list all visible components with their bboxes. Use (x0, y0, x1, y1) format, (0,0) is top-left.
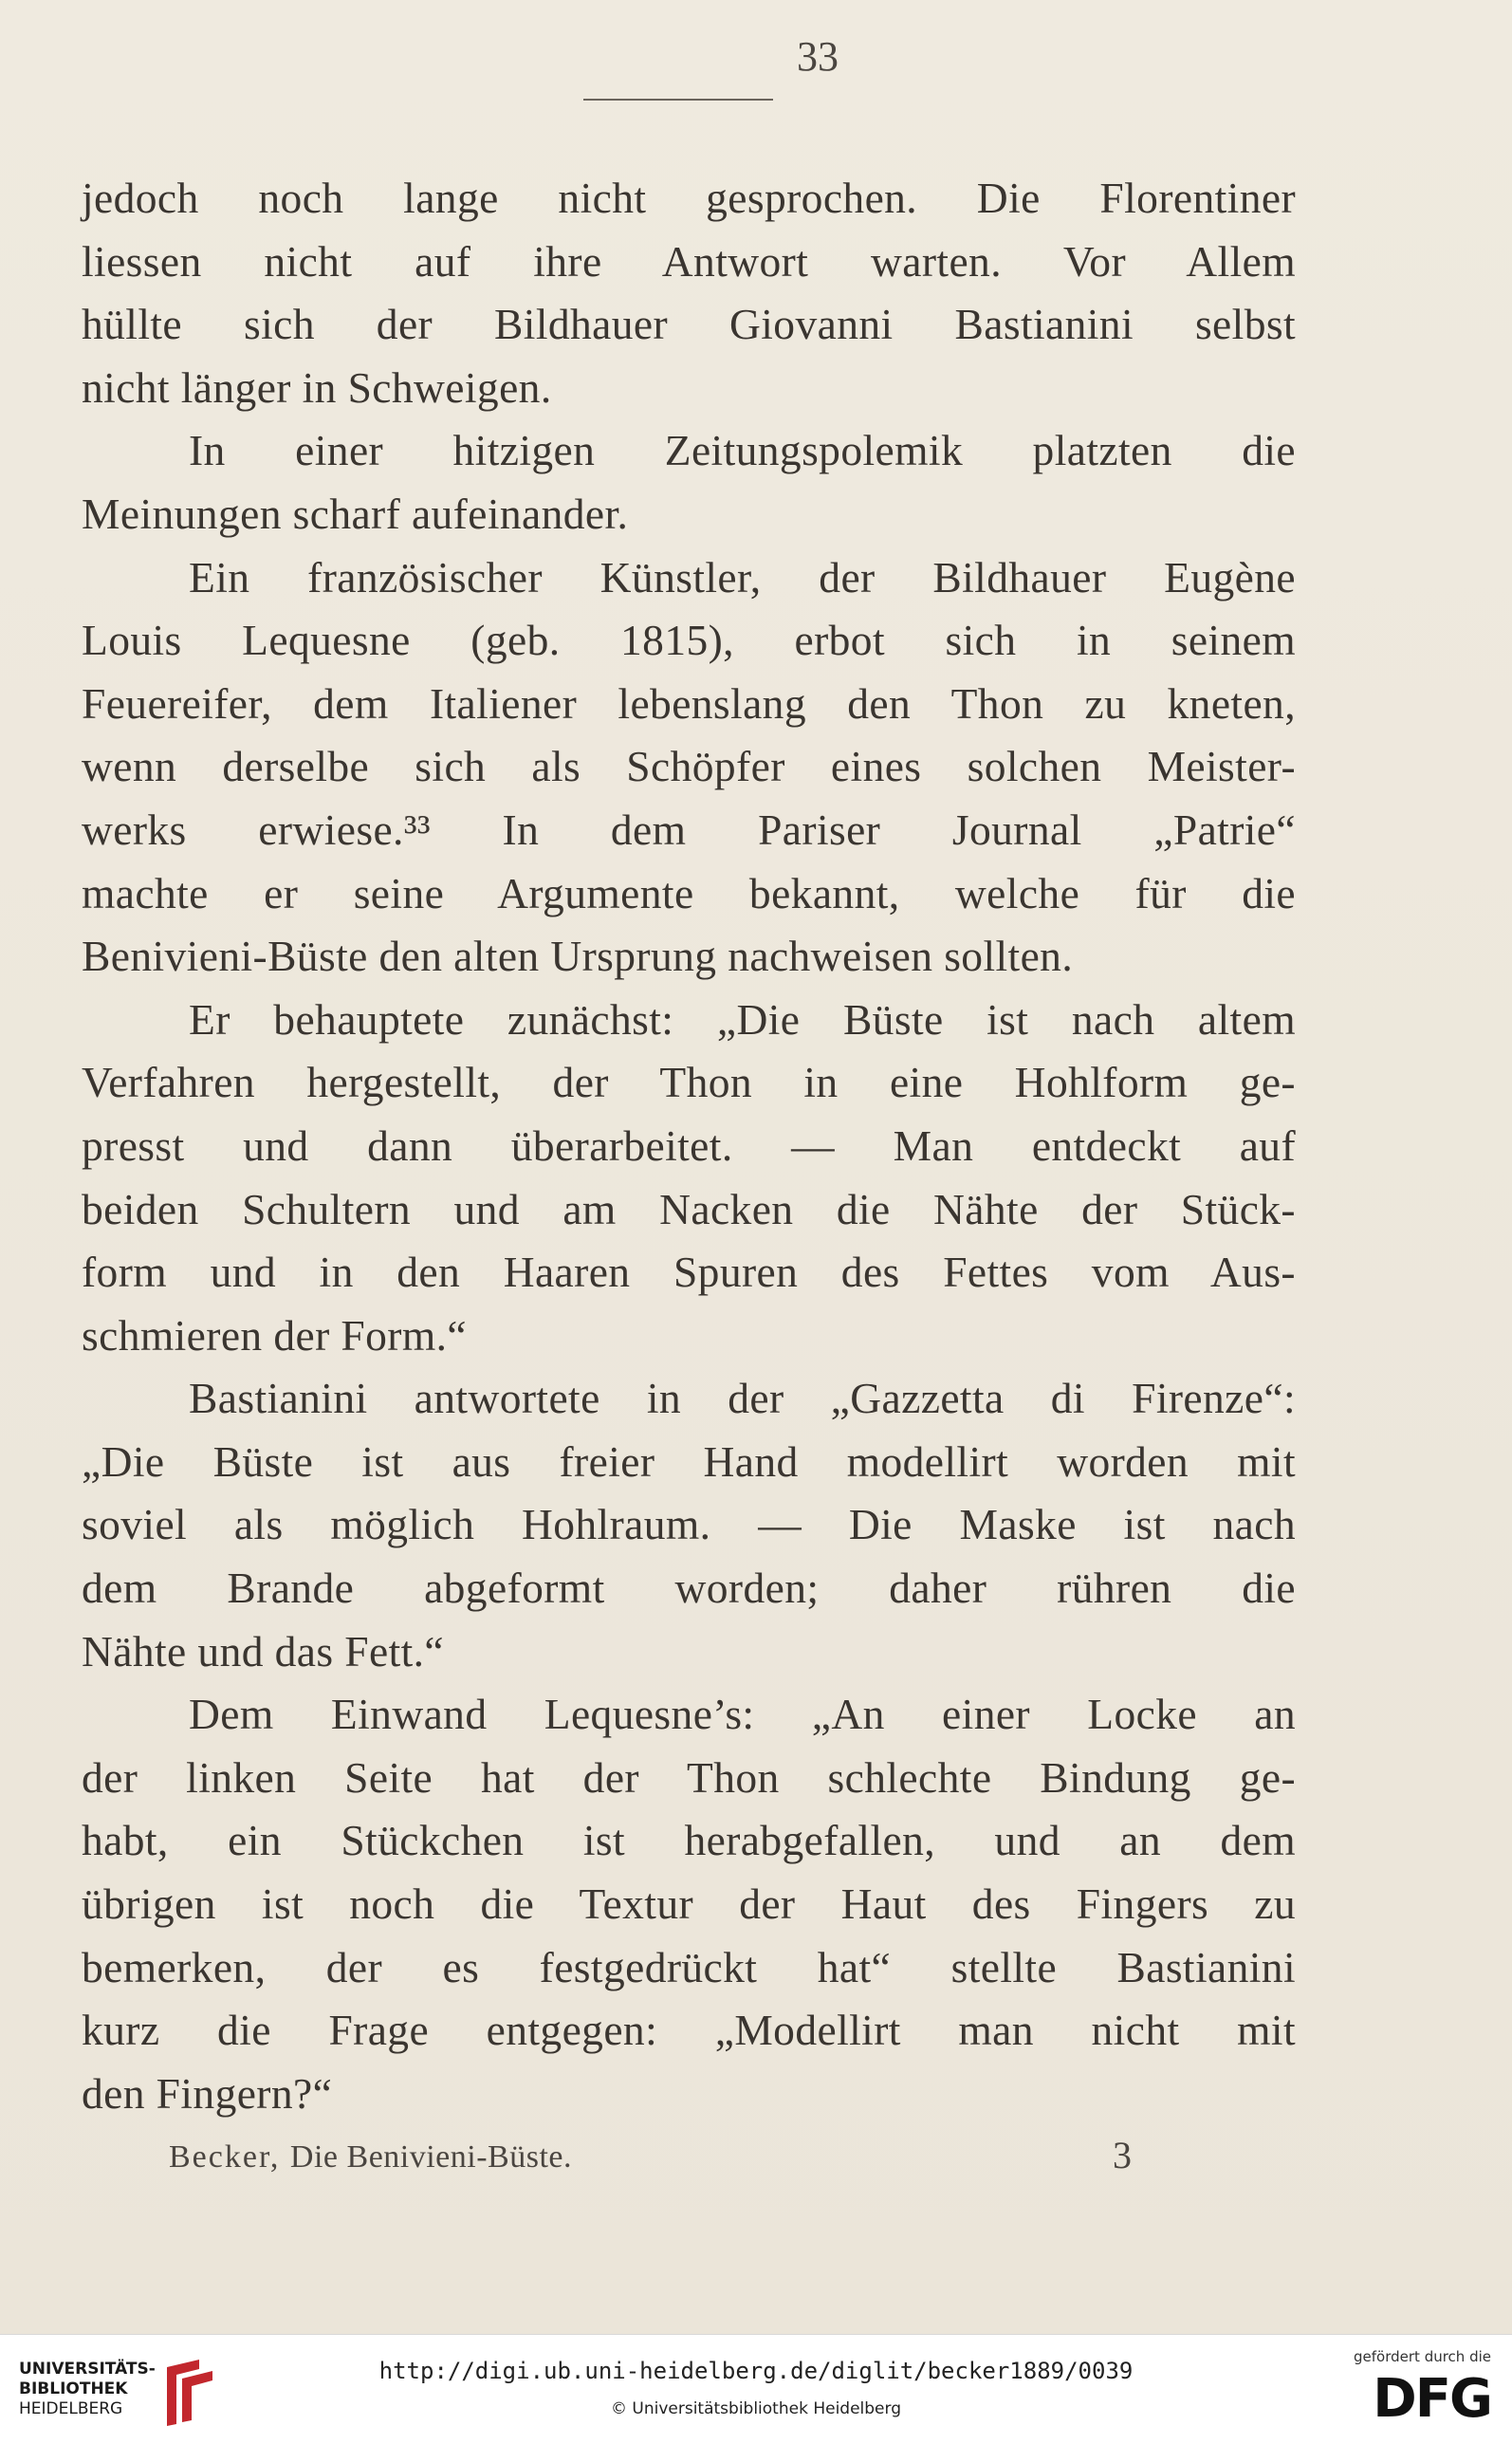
text-line: „Die Büste ist aus freier Hand modellirt worden mit (82, 1436, 1296, 1486)
library-name-line1: UNIVERSITÄTS- (19, 2360, 156, 2379)
page-number: 33 (797, 33, 839, 80)
text-line: Er behauptete zunächst: „Die Büste ist nach altem (189, 994, 1296, 1044)
text-line: dem Brande abgeformt worden; daher rühren die (82, 1564, 1296, 1613)
signature-number: 3 (1113, 2134, 1132, 2176)
text-line: Feuereifer, dem Italiener lebenslang den Thon zu kneten, (82, 678, 1296, 728)
text-line: Louis Lequesne (geb. 1815), erbot sich in seinem (82, 616, 1296, 665)
permalink-url[interactable]: http://digi.ub.uni-heidelberg.de/diglit/becker1889/0039 (378, 2358, 1134, 2384)
printer-signature (169, 2139, 572, 2176)
dfg-caption: gefördert durch die (1354, 2348, 1491, 2365)
text-line: habt, ein Stückchen ist herabgefallen, und an dem (82, 1816, 1296, 1865)
library-footer-bar (0, 2334, 1512, 2444)
text-line: werks erwiese.³³ In dem Pariser Journal „Patrie“ (82, 805, 1296, 854)
text-line: presst und dann überarbeitet. — Man entdeckt auf (82, 1120, 1296, 1170)
library-name-line3: HEIDELBERG (19, 2399, 123, 2418)
text-line: schmieren der Form.“ (82, 1310, 467, 1360)
text-line: form und in den Haaren Spuren des Fettes vom Aus- (82, 1248, 1296, 1297)
text-line: beiden Schultern und am Nacken die Nähte der Stück- (82, 1184, 1296, 1233)
text-line: Dem Einwand Lequesne’s: „An einer Locke an (189, 1690, 1296, 1739)
dfg-wordmark: DFG (1373, 2368, 1491, 2430)
text-line: Bastianini antwortete in der „Gazzetta di Firenze“: (189, 1374, 1296, 1423)
text-line: bemerken, der es festgedrückt hat“ stellte Bastianini (82, 1942, 1296, 1991)
text-line: jedoch noch lange nicht gesprochen. Die Florentiner (82, 174, 1296, 222)
text-line: der linken Seite hat der Thon schlechte Bindung ge- (82, 1752, 1296, 1802)
text-line: Meinungen scharf aufeinander. (82, 489, 629, 538)
text-line: Verfahren hergestellt, der Thon in eine Hohlform ge- (82, 1058, 1296, 1107)
text-line: machte er seine Argumente bekannt, welche für die (82, 868, 1296, 917)
dfg-logo[interactable] (1349, 2348, 1491, 2434)
text-line: liessen nicht auf ihre Antwort warten. Vor Allem (82, 236, 1296, 286)
signature-title: Die Benivieni-Büste. (289, 2139, 572, 2175)
text-line: kurz die Frage entgegen: „Modellirt man nicht mit (82, 2006, 1296, 2055)
text-line: nicht länger in Schweigen. (82, 362, 552, 412)
text-line: Ein französischer Künstler, der Bildhauer Eugène (189, 552, 1296, 602)
text-line: hüllte sich der Bildhauer Giovanni Bastianini selbst (82, 300, 1296, 349)
signature-author: Becker, (169, 2139, 281, 2175)
text-line: In einer hitzigen Zeitungspolemik platzten die (189, 426, 1296, 475)
library-name-line2: BIBLIOTHEK (19, 2379, 128, 2398)
copyright-notice: © Universitätsbibliothek Heidelberg (610, 2399, 901, 2418)
text-line: den Fingern?“ (82, 2068, 333, 2118)
body-text (82, 167, 1296, 2125)
text-line: übrigen ist noch die Textur der Haut des Fingers zu (82, 1879, 1296, 1929)
text-line: soviel als möglich Hohlraum. — Die Maske ist nach (82, 1500, 1296, 1549)
text-line: Benivieni-Büste den alten Ursprung nachweisen sollten. (82, 932, 1074, 981)
text-line: Nähte und das Fett.“ (82, 1626, 445, 1676)
header-rule (583, 99, 773, 101)
text-line: wenn derselbe sich als Schöpfer eines solchen Meister- (82, 742, 1296, 791)
